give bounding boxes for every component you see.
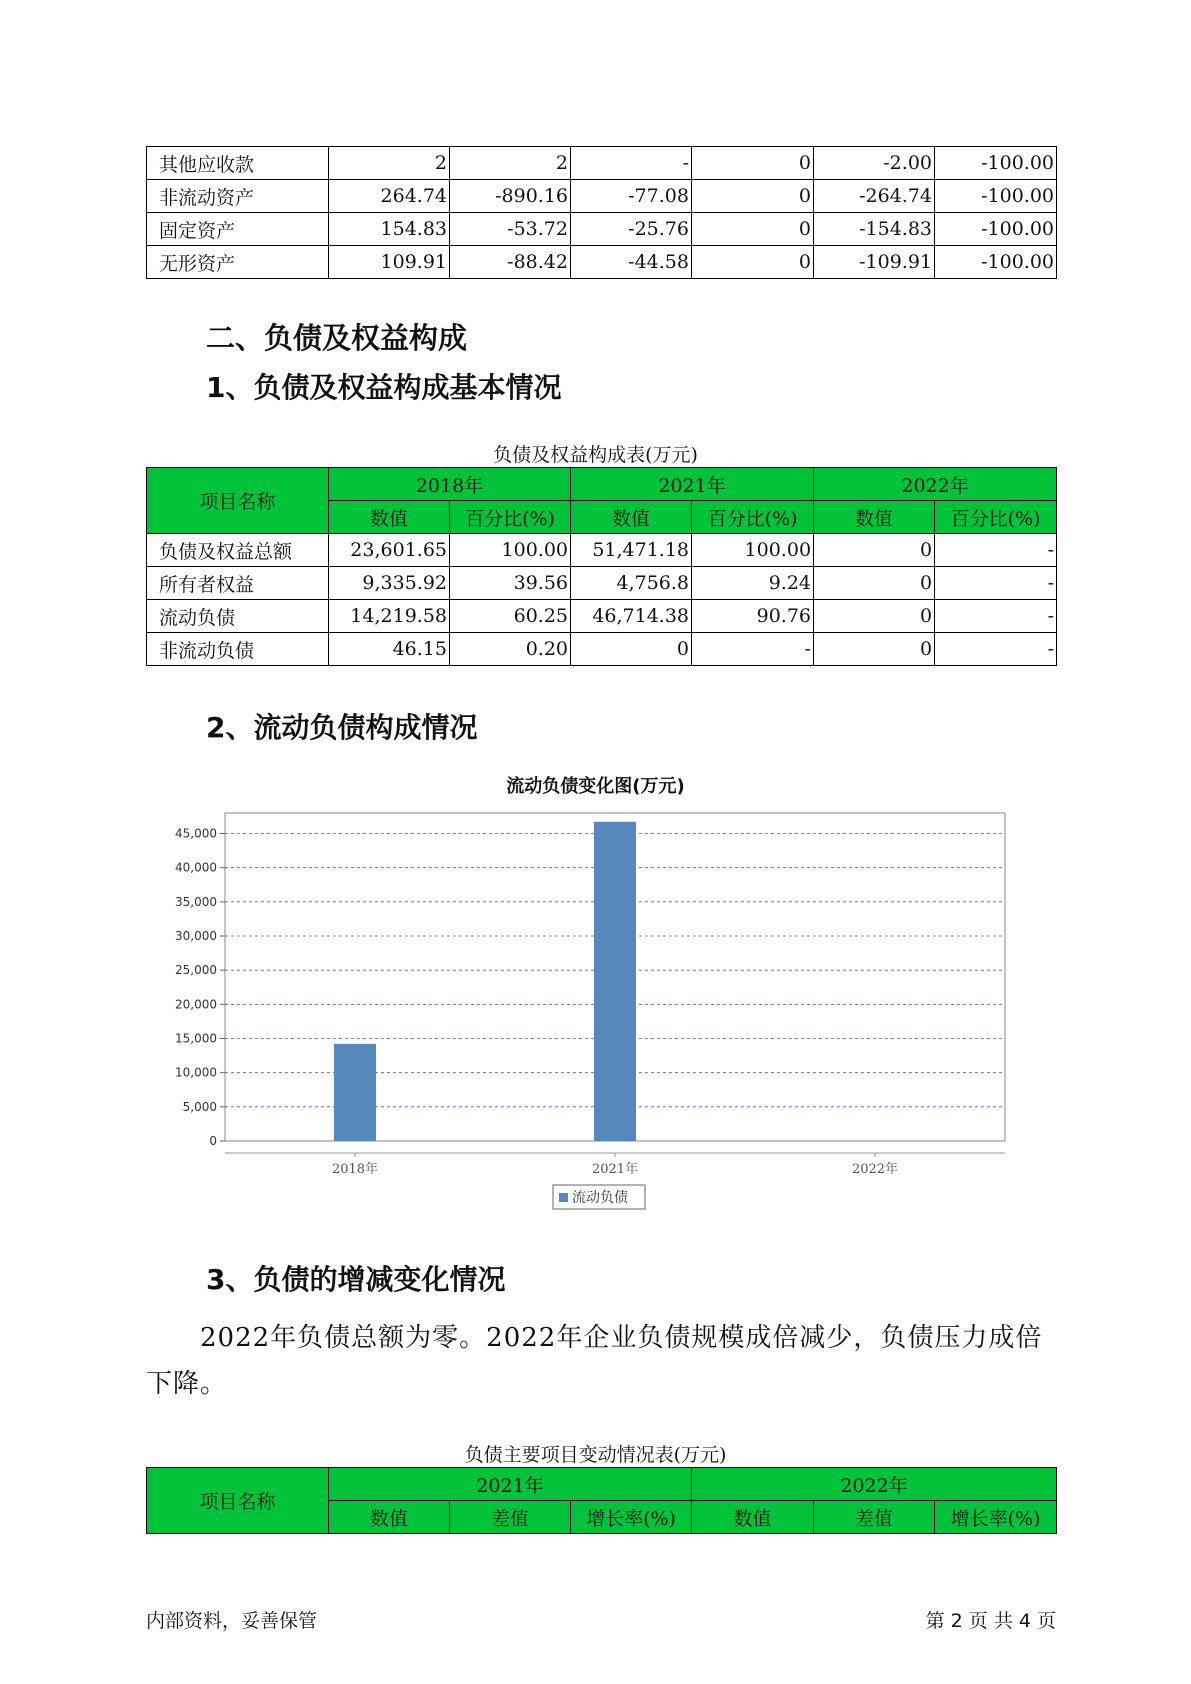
y-tick-label: 40,000 — [175, 860, 217, 875]
table-cell: -100.00 — [935, 246, 1057, 279]
table-cell: -109.91 — [814, 246, 935, 279]
legend-swatch — [559, 1193, 568, 1202]
table-row — [147, 147, 1057, 180]
y-tick-label: 35,000 — [175, 894, 217, 909]
table-cell: - — [571, 147, 692, 180]
table-cell: 109.91 — [329, 246, 450, 279]
y-tick-label: 45,000 — [175, 826, 217, 841]
col-subheader: 百分比(%) — [935, 501, 1057, 534]
col-header-year: 2021年 — [571, 468, 814, 501]
table-cell: 0 — [571, 633, 692, 666]
legend-label: 流动负债 — [572, 1190, 628, 1206]
y-tick-label: 5,000 — [182, 1099, 217, 1114]
row-label: 非流动资产 — [147, 180, 329, 213]
table-cell: 0 — [814, 600, 935, 633]
table-cell: 154.83 — [329, 213, 450, 246]
table-cell: - — [935, 633, 1057, 666]
table-cell: 100.00 — [692, 534, 814, 567]
row-label: 非流动负债 — [147, 633, 329, 666]
table-cell: 0 — [692, 147, 814, 180]
bar-2018年 — [334, 1044, 376, 1141]
table-row — [147, 534, 1057, 567]
row-label: 流动负债 — [147, 600, 329, 633]
col-subheader: 数值 — [571, 501, 692, 534]
y-tick-label: 15,000 — [175, 1031, 217, 1046]
col-subheader: 数值 — [329, 501, 450, 534]
col-header-year: 2021年 — [329, 1468, 692, 1501]
table-cell: 0 — [814, 633, 935, 666]
row-label: 负债及权益总额 — [147, 534, 329, 567]
table-cell: -100.00 — [935, 180, 1057, 213]
y-tick-label: 10,000 — [175, 1065, 217, 1080]
liab-table — [146, 467, 1057, 666]
table-cell: 100.00 — [450, 534, 571, 567]
table-cell: 0.20 — [450, 633, 571, 666]
col-subheader: 百分比(%) — [692, 501, 814, 534]
summary-paragraph: 2022年负债总额为零。2022年企业负债规模成倍减少，负债压力成倍下降。 — [146, 1323, 1043, 1399]
table-cell: -890.16 — [450, 180, 571, 213]
chart-title: 流动负债变化图(万元) — [506, 776, 685, 797]
table-cell: 0 — [814, 534, 935, 567]
row-label: 无形资产 — [147, 246, 329, 279]
row-label: 所有者权益 — [147, 567, 329, 600]
table-row — [147, 567, 1057, 600]
current-liabilities-chart — [150, 805, 1030, 1225]
table-cell: 264.74 — [329, 180, 450, 213]
col-subheader: 差值 — [450, 1501, 571, 1534]
table-cell: 46.15 — [329, 633, 450, 666]
table-cell: 51,471.18 — [571, 534, 692, 567]
col-header-year: 2018年 — [329, 468, 571, 501]
col-header-name: 项目名称 — [147, 468, 329, 534]
subsection-heading-2: 2、流动负债构成情况 — [206, 711, 478, 744]
table-cell: 4,756.8 — [571, 567, 692, 600]
x-tick-label: 2021年 — [591, 1162, 639, 1177]
subsection-heading-1: 1、负债及权益构成基本情况 — [206, 371, 562, 404]
table-cell: 60.25 — [450, 600, 571, 633]
table-cell: -100.00 — [935, 213, 1057, 246]
table-cell: 39.56 — [450, 567, 571, 600]
table-cell: 0 — [692, 246, 814, 279]
y-tick-label: 20,000 — [175, 997, 217, 1012]
table-cell: -77.08 — [571, 180, 692, 213]
col-header-year: 2022年 — [692, 1468, 1057, 1501]
subsection-heading-3: 3、负债的增减变化情况 — [206, 1263, 506, 1296]
table-cell: -88.42 — [450, 246, 571, 279]
table-cell: 90.76 — [692, 600, 814, 633]
table-cell: 0 — [814, 567, 935, 600]
y-tick-label: 25,000 — [175, 963, 217, 978]
liab-table-caption: 负债及权益构成表(万元) — [493, 444, 698, 466]
table-cell: -154.83 — [814, 213, 935, 246]
table-cell: -100.00 — [935, 147, 1057, 180]
table-row — [147, 600, 1057, 633]
table-cell: 46,714.38 — [571, 600, 692, 633]
table-cell: 0 — [692, 213, 814, 246]
section-heading: 二、负债及权益构成 — [206, 321, 468, 355]
change-table — [146, 1467, 1057, 1534]
table-cell: 2 — [450, 147, 571, 180]
table-cell: 2 — [329, 147, 450, 180]
table-cell: - — [935, 600, 1057, 633]
table-cell: 14,219.58 — [329, 600, 450, 633]
x-tick-label: 2022年 — [851, 1162, 899, 1177]
y-tick-label: 0 — [209, 1134, 217, 1148]
table-cell: - — [935, 567, 1057, 600]
footer-left: 内部资料，妥善保管 — [146, 1610, 318, 1632]
col-subheader: 百分比(%) — [450, 501, 571, 534]
table-cell: 23,601.65 — [329, 534, 450, 567]
table-cell: 9,335.92 — [329, 567, 450, 600]
y-tick-label: 30,000 — [175, 929, 217, 943]
row-label: 其他应收款 — [147, 147, 329, 180]
bar-2021年 — [594, 822, 636, 1141]
table-row — [147, 246, 1057, 279]
row-label: 固定资产 — [147, 213, 329, 246]
col-header-name: 项目名称 — [147, 1468, 329, 1534]
col-subheader: 数值 — [814, 501, 935, 534]
table-cell: -53.72 — [450, 213, 571, 246]
col-subheader: 差值 — [814, 1501, 935, 1534]
table-cell: -2.00 — [814, 147, 935, 180]
table-cell: -264.74 — [814, 180, 935, 213]
table-row — [147, 213, 1057, 246]
table-cell: -25.76 — [571, 213, 692, 246]
x-tick-label: 2018年 — [331, 1162, 379, 1177]
col-subheader: 数值 — [329, 1501, 450, 1534]
col-subheader: 数值 — [692, 1501, 814, 1534]
col-subheader: 增长率(%) — [571, 1501, 692, 1534]
table-row — [147, 180, 1057, 213]
assets-table — [146, 146, 1057, 279]
col-header-year: 2022年 — [814, 468, 1057, 501]
table-cell: - — [692, 633, 814, 666]
table-cell: -44.58 — [571, 246, 692, 279]
table-cell: - — [935, 534, 1057, 567]
table-cell: 0 — [692, 180, 814, 213]
col-subheader: 增长率(%) — [935, 1501, 1057, 1534]
footer-page-number: 第 2 页 共 4 页 — [925, 1610, 1056, 1632]
table-cell: 9.24 — [692, 567, 814, 600]
change-table-caption: 负债主要项目变动情况表(万元) — [464, 1444, 727, 1466]
table-row — [147, 633, 1057, 666]
